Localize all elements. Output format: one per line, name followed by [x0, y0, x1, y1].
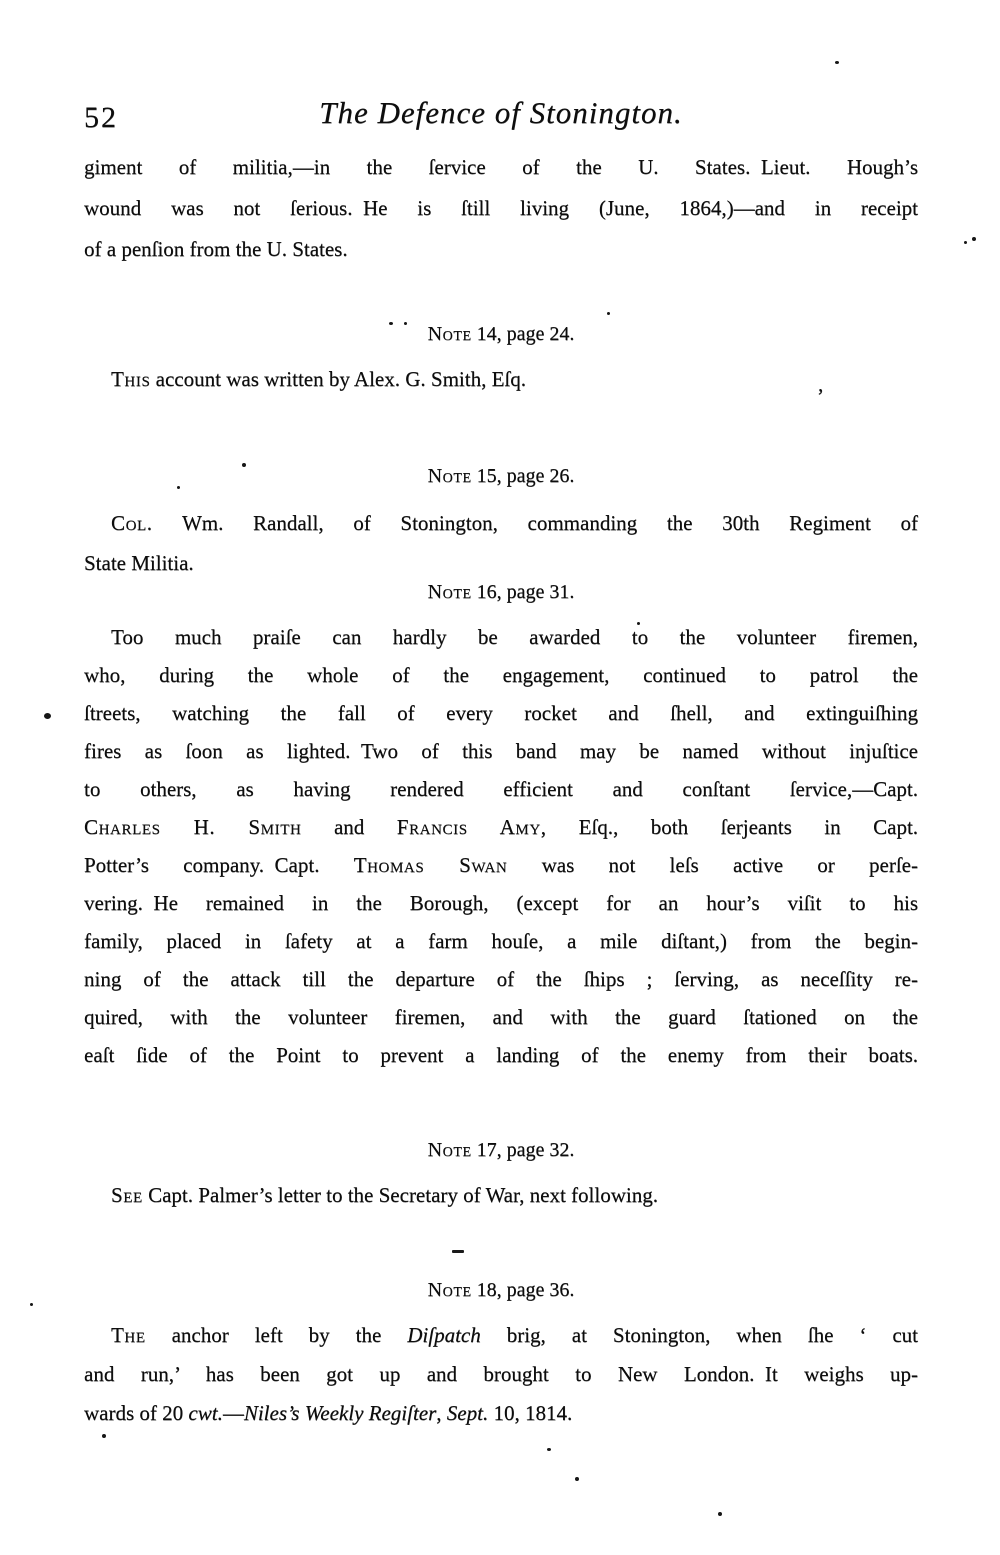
text-line: to others, as having rendered efficient and conſtant ſervice,—Capt.: [84, 777, 918, 801]
scan-speck: [177, 486, 180, 489]
text-line: eaſt ſide of the Point to prevent a landing of the enemy from their boats.: [84, 1043, 918, 1067]
text-line: ning of the attack till the departure of the ſhips ; ſerving, as neceſſity re-: [84, 967, 918, 991]
text-line: quired, with the volunteer firemen, and with the guard ſtationed on the: [84, 1005, 918, 1029]
text-line: ſtreets, watching the fall of every rocket and ſhell, and extinguiſhing: [84, 701, 918, 725]
text-line: Charles H. Smith and Francis Amy, Eſq., both ſerjeants in Capt.: [84, 815, 919, 839]
page-number: 52: [84, 101, 118, 134]
note-14-body: [84, 363, 918, 395]
note-14-heading: [84, 320, 918, 348]
scan-speck: [607, 312, 610, 315]
scan-speck: [404, 322, 407, 325]
text-line: family, placed in ſafety at a farm houſe, a mile diſtant,) from the begin-: [84, 929, 918, 953]
text-line: Too much praiſe can hardly be awarded to the volunteer firemen,: [111, 625, 918, 649]
page-header: [84, 95, 918, 143]
scan-dash-mark: [452, 1250, 464, 1253]
text-line: Note 15, page 26.: [427, 465, 575, 487]
running-title: The Defence of Stonington.: [319, 95, 683, 130]
scan-speck: [575, 1477, 579, 1481]
note-15-heading: [84, 462, 918, 490]
text-line: fires as ſoon as lighted. Two of this band may be named without injuſtice: [84, 739, 918, 763]
scan-speck: [30, 1303, 33, 1306]
text-line: The anchor left by the Diſpatch brig, at Stonington, when ſhe ‘ cut: [111, 1323, 918, 1347]
scan-speck: [389, 322, 393, 325]
text-line: Note 14, page 24.: [427, 323, 575, 345]
note-16-heading: [84, 578, 918, 606]
note-15-body: [84, 503, 918, 583]
scan-speck: [964, 241, 967, 244]
scan-speck: [242, 463, 246, 467]
stray-comma-mark: ,: [818, 372, 824, 396]
text-line: Col. Wm. Randall, of Stonington, commanding the 30th Regiment of: [111, 511, 918, 535]
text-line: State Militia.: [84, 551, 194, 575]
note-18-body: [84, 1316, 918, 1433]
text-line: Potter’s company. Capt. Thomas Swan was not leſs active or perſe-: [84, 853, 918, 877]
scan-speck: [718, 1512, 722, 1516]
scan-speck: [972, 237, 976, 241]
text-line: who, during the whole of the engagement, continued to patrol the: [84, 663, 918, 687]
text-line: wards of 20 cwt.—Niles’s Weekly Regiſter, Sept. 10, 1814.: [84, 1401, 573, 1425]
note-16-body: [84, 618, 918, 1074]
text-line: giment of militia,—in the ſervice of the U. States. Lieut. Hough’s: [84, 155, 918, 179]
text-line: Note 17, page 32.: [427, 1139, 575, 1161]
scan-speck: [547, 1448, 551, 1451]
text-line: vering. He remained in the Borough, (except for an hour’s viſit to his: [84, 891, 918, 915]
scan-speck: [637, 622, 640, 625]
scan-speck: [102, 1434, 106, 1438]
note-17-heading: [84, 1136, 918, 1164]
margin-dot: [44, 713, 51, 719]
text-line: This account was written by Alex. G. Smith, Eſq.: [111, 367, 527, 391]
text-line: Note 18, page 36.: [427, 1279, 575, 1301]
text-line: Note 16, page 31.: [427, 581, 575, 603]
paragraph-intro: [84, 147, 918, 270]
text-line: of a penſion from the U. States.: [84, 237, 348, 261]
scan-speck: [835, 61, 839, 64]
text-line: See Capt. Palmer’s letter to the Secretary of War, next following.: [111, 1183, 658, 1207]
text-line: and run,’ has been got up and brought to New London. It weighs up-: [84, 1362, 918, 1386]
text-line: wound was not ſerious. He is ſtill living (June, 1864,)—and in receipt: [84, 196, 918, 220]
note-17-body: [84, 1179, 918, 1211]
note-18-heading: [84, 1276, 918, 1304]
